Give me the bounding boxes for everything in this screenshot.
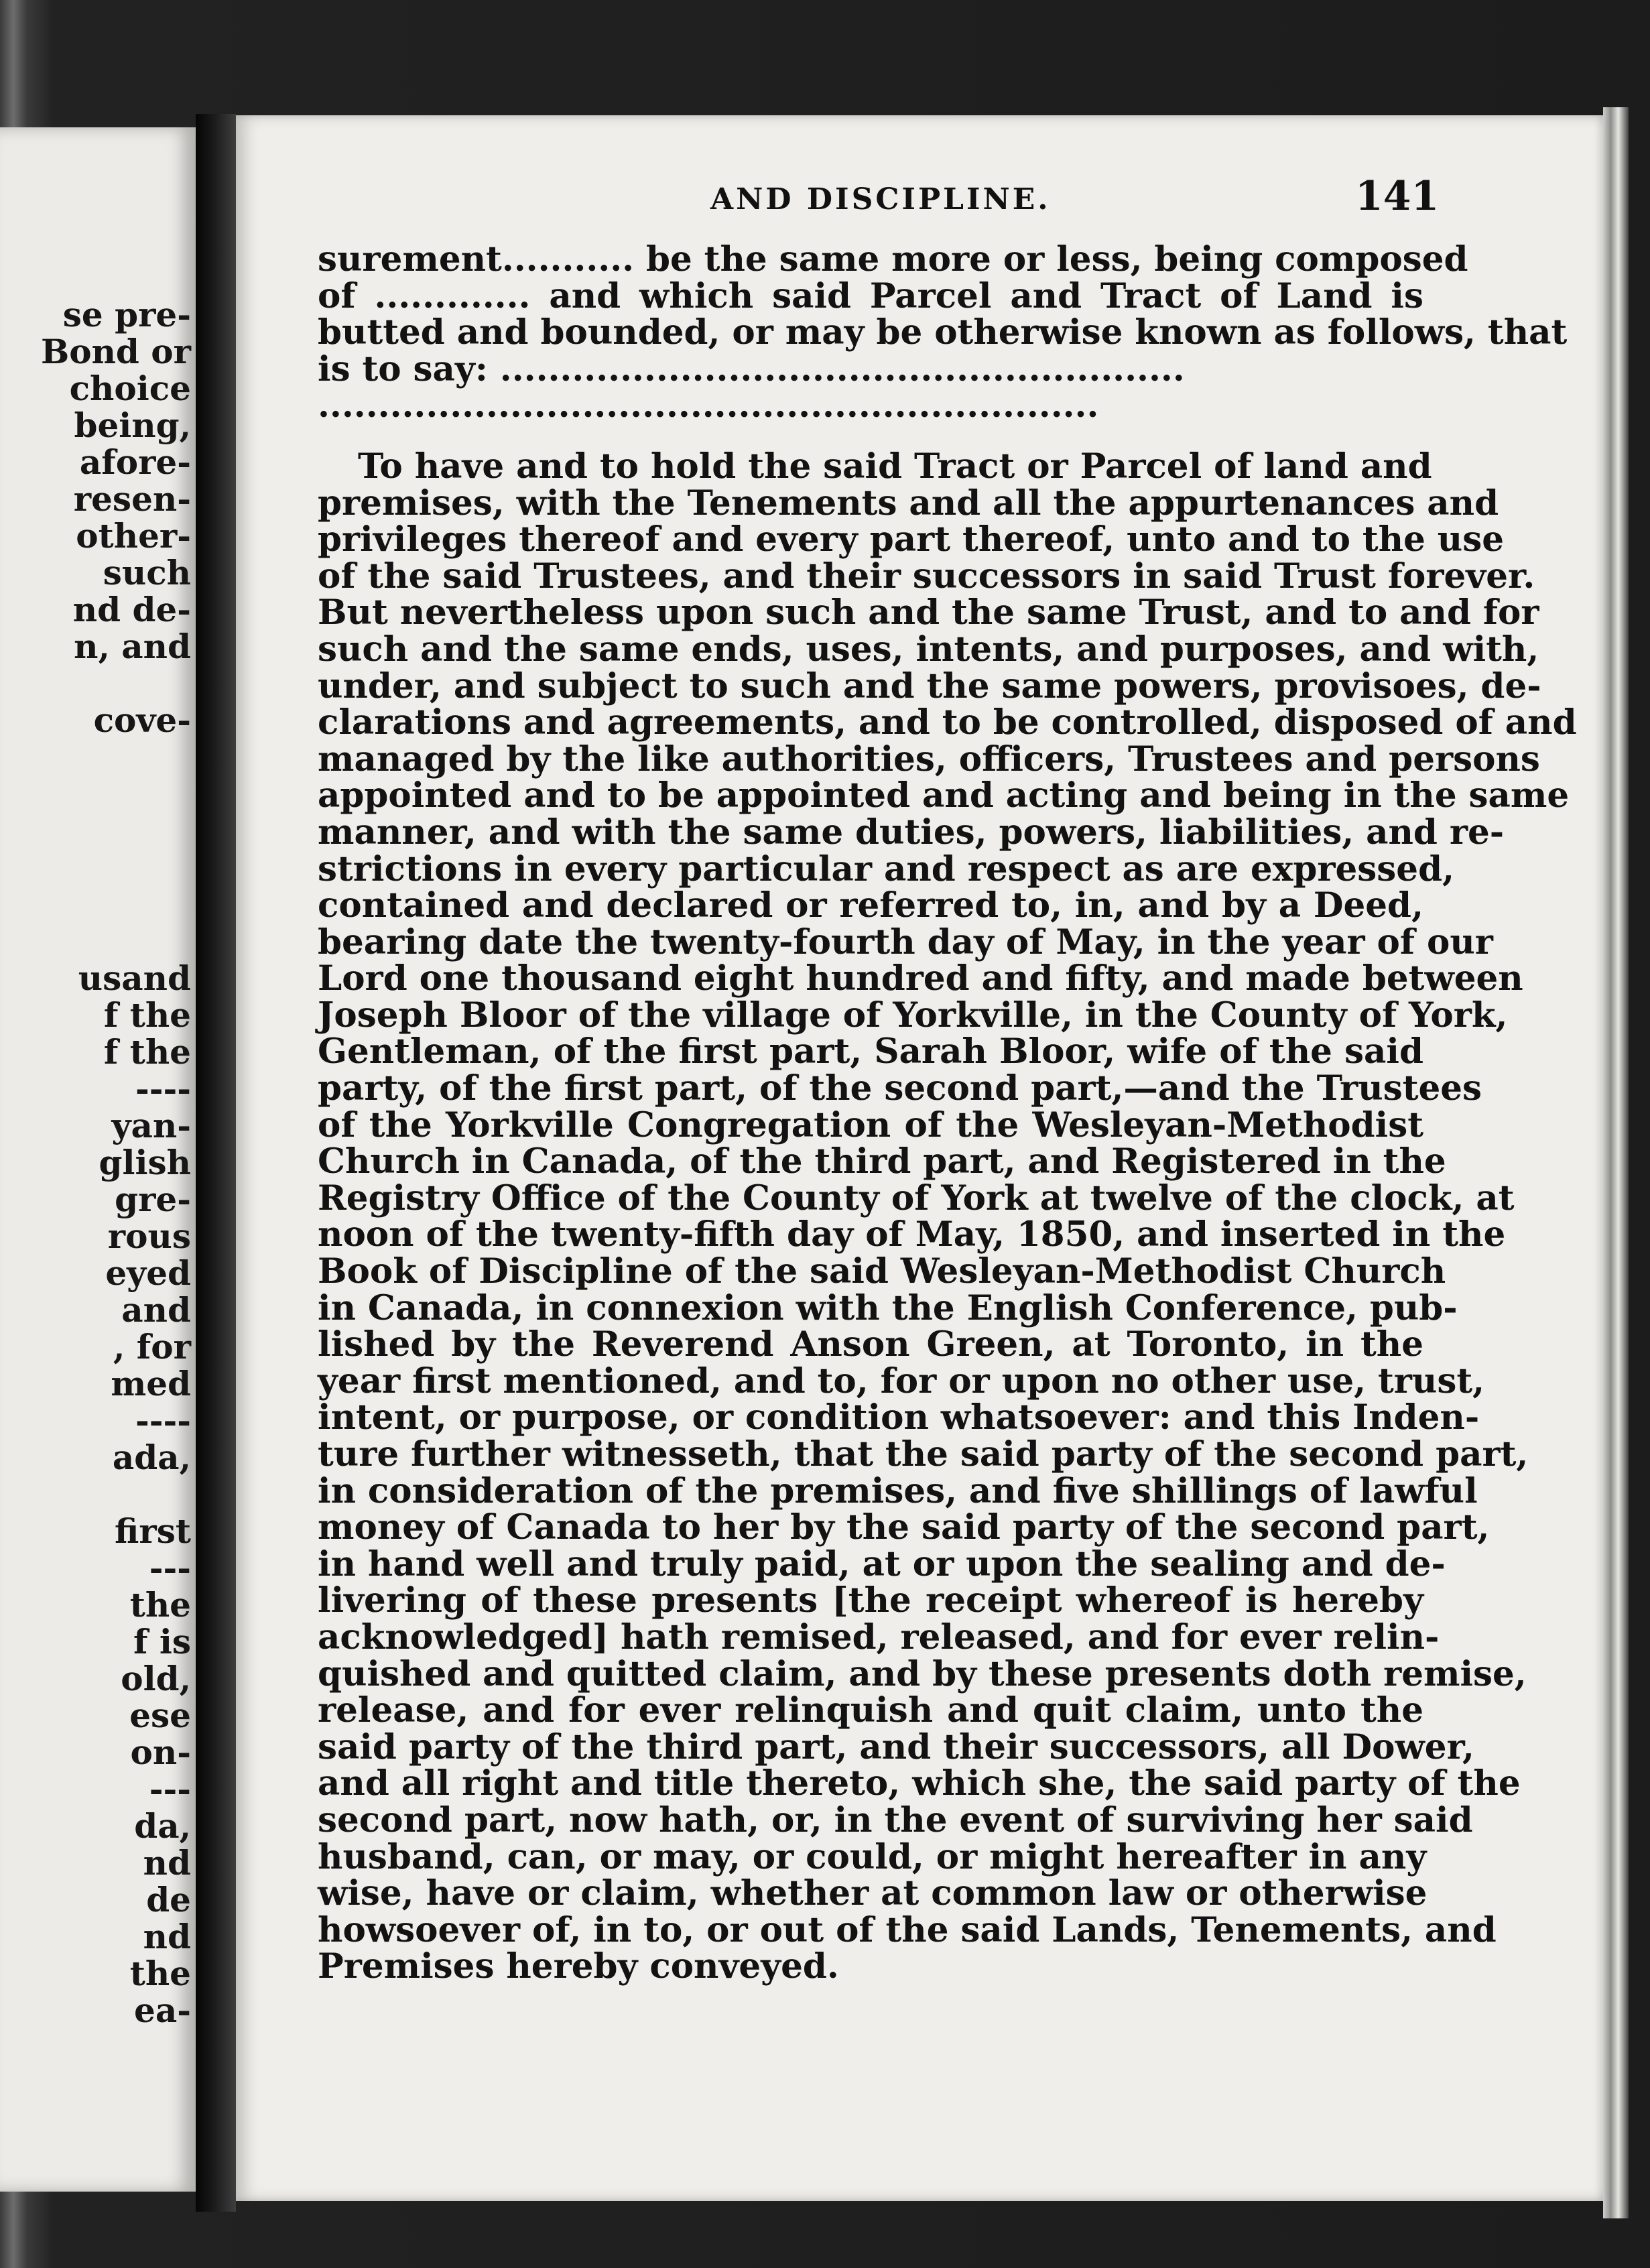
body-line: wise, have or claim, whether at common law or otherwise [318, 1873, 1427, 1914]
facing-page-line: ada, [112, 1438, 191, 1477]
facing-page-line: yan- [111, 1106, 191, 1145]
facing-page-line: ese [129, 1696, 191, 1735]
facing-page-line: f the [103, 1032, 191, 1072]
facing-page-line [0, 739, 191, 775]
facing-page-line: the [129, 1585, 191, 1625]
body-line: in consideration of the premises, and five shillings of lawful [318, 1470, 1478, 1511]
body-line: acknowledged] hath remised, released, and for ever relin- [318, 1617, 1440, 1657]
facing-page-line: med [111, 1364, 191, 1403]
body-line: bearing date the twenty-fourth day of May, in the year of our [318, 922, 1493, 962]
facing-page-line: ---- [135, 1069, 191, 1109]
facing-page-line: such [103, 553, 191, 592]
body-line: howsoever of, in to, or out of the said Lands, Tenements, and [318, 1909, 1497, 1950]
facing-page-line: nd [143, 1917, 191, 1956]
facing-page-line: eyed [105, 1253, 191, 1293]
body-text [318, 239, 1577, 1987]
body-line: ................................................................. [318, 385, 1099, 426]
body-line: such and the same ends, uses, intents, and purposes, and with, [318, 629, 1539, 670]
facing-page-line [0, 665, 191, 702]
facing-page-line: se pre- [62, 295, 191, 334]
body-line: manner, and with the same duties, powers, liabilities, and re- [318, 812, 1505, 853]
body-line: of ............. and which said Parcel and Tract of Land is [318, 275, 1423, 316]
facing-page-line: choice [69, 369, 191, 408]
facing-page-line: usand [78, 958, 191, 998]
body-line: lished by the Reverend Anson Green, at Toronto, in the [318, 1324, 1423, 1365]
body-line: in Canada, in connexion with the English Conference, pub- [318, 1287, 1458, 1328]
body-line: appointed and to be appointed and acting and being in the same [318, 775, 1570, 816]
body-line: party, of the first part, of the second part,—and the Trustees [318, 1068, 1482, 1109]
facing-page-line: nd de- [72, 590, 191, 629]
facing-page-line: nd [143, 1843, 191, 1883]
body-line: ture further witnesseth, that the said party of the second part, [318, 1434, 1529, 1474]
facing-page-line: , for [113, 1327, 191, 1367]
body-line: noon of the twenty-fifth day of May, 1850, and inserted in the [318, 1214, 1506, 1255]
running-head: AND DISCIPLINE. [710, 182, 1051, 216]
body-line: money of Canada to her by the said party of the second part, [318, 1507, 1490, 1548]
body-line: managed by the like authorities, officers, Trustees and persons [318, 739, 1540, 779]
facing-page-line: --- [149, 1769, 191, 1809]
body-line: premises, with the Tenements and all the appurtenances and [318, 483, 1499, 523]
body-line: Premises hereby conveyed. [318, 1946, 839, 1987]
body-line: intent, or purpose, or condition whatsoever: and this Inden- [318, 1397, 1480, 1438]
body-line: second part, now hath, or, in the event of surviving her said [318, 1800, 1473, 1840]
facing-page-line: the [129, 1954, 191, 1993]
body-line: contained and declared or referred to, in, and by a Deed, [318, 885, 1423, 926]
facing-page-line: cove- [93, 700, 191, 740]
facing-page-line [0, 775, 191, 812]
body-line: Book of Discipline of the said Wesleyan-Methodist Church [318, 1251, 1446, 1292]
body-line: privileges thereof and every part thereof, unto and to the use [318, 519, 1505, 560]
facing-page-line [0, 812, 191, 849]
body-line: To have and to hold the said Tract or Parcel of land and [358, 446, 1432, 487]
body-line: Registry Office of the County of York at twelve of the clock, at [318, 1178, 1515, 1218]
facing-page-line: f is [133, 1622, 191, 1661]
body-line: Joseph Bloor of the village of Yorkville, in the County of York, [318, 995, 1508, 1035]
body-line: husband, can, or may, or could, or might hereafter in any [318, 1836, 1427, 1877]
facing-page-line: Bond or [40, 332, 191, 371]
facing-page-line [0, 923, 191, 960]
facing-page-line: other- [76, 516, 191, 556]
page-edge [1603, 107, 1629, 2218]
body-line: Church in Canada, of the third part, and Registered in the [318, 1141, 1446, 1182]
facing-page-line [0, 1476, 191, 1513]
facing-page-line: gre- [115, 1180, 191, 1219]
book-gutter [196, 114, 236, 2212]
body-line: butted and bounded, or may be otherwise known as follows, that [318, 312, 1568, 353]
body-line: of the said Trustees, and their successors in said Trust forever. [318, 556, 1535, 596]
facing-page-line: ea- [134, 1991, 191, 2030]
facing-page-line: being, [74, 405, 191, 445]
body-line: strictions in every particular and respect as are expressed, [318, 848, 1455, 889]
page-number: 141 [1355, 173, 1440, 220]
facing-page-line [0, 886, 191, 923]
body-line: surement........... be the same more or less, being composed [318, 239, 1468, 279]
facing-page-line: de [146, 1880, 191, 1919]
facing-page-line: f the [103, 995, 191, 1035]
body-line: Gentleman, of the first part, Sarah Bloor, wife of the said [318, 1031, 1423, 1072]
body-line: is to say: ......................................................... [318, 349, 1185, 389]
facing-page-left [0, 127, 196, 2192]
facing-page-line: afore- [79, 442, 191, 482]
facing-page-line: n, and [74, 627, 191, 666]
facing-page-line: ---- [135, 1401, 191, 1440]
body-line: of the Yorkville Congregation of the Wesleyan-Methodist [318, 1105, 1423, 1145]
facing-page-line: --- [149, 1548, 191, 1588]
body-line: release, and for ever relinquish and quit claim, unto the [318, 1690, 1423, 1731]
facing-page-line: resen- [73, 479, 191, 519]
facing-page-line: and [121, 1290, 191, 1330]
facing-page-line: old, [121, 1659, 191, 1698]
body-line: livering of these presents [the receipt whereof is hereby [318, 1580, 1423, 1621]
body-line: quished and quitted claim, and by these presents doth remise, [318, 1653, 1527, 1694]
body-line: in hand well and truly paid, at or upon the sealing and de- [318, 1544, 1446, 1584]
facing-page-text [0, 296, 191, 2029]
body-line: said party of the third part, and their successors, all Dower, [318, 1726, 1474, 1767]
facing-page-line: first [115, 1511, 191, 1551]
body-line: and all right and title thereto, which she, the said party of the [318, 1763, 1521, 1804]
body-line: under, and subject to such and the same powers, provisoes, de- [318, 666, 1541, 706]
body-line: But nevertheless upon such and the same Trust, and to and for [318, 592, 1539, 633]
facing-page-line: rous [107, 1216, 191, 1256]
facing-page-line: on- [130, 1732, 191, 1772]
body-line: year first mentioned, and to, for or upon no other use, trust, [318, 1361, 1485, 1401]
facing-page-line: da, [134, 1806, 191, 1846]
facing-page-line [0, 849, 191, 886]
facing-page-line: glish [99, 1143, 191, 1182]
body-line: Lord one thousand eight hundred and fifty, and made between [318, 958, 1523, 999]
body-line: clarations and agreements, and to be controlled, disposed of and [318, 702, 1577, 743]
